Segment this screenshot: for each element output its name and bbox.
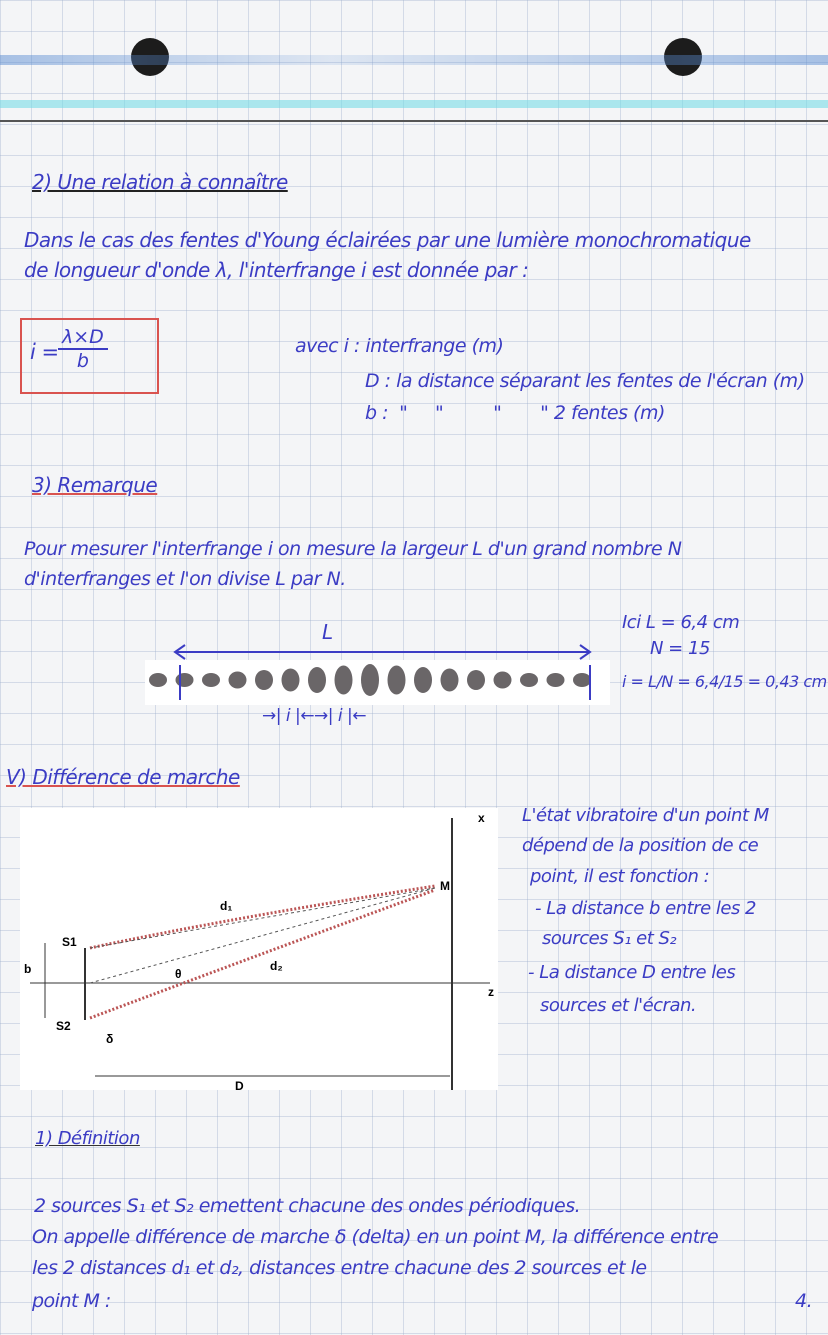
definition-line: b : " " " " 2 fentes (m) — [365, 402, 665, 424]
arrow-label-L: L — [322, 620, 333, 644]
bright-fringe — [467, 670, 485, 690]
delta-label: δ — [106, 1032, 114, 1046]
d2-label: d₂ — [270, 959, 283, 973]
paragraph-line: les 2 distances d₁ et d₂, distances entre chacune des 2 sources et le — [32, 1257, 647, 1279]
D-label: D — [235, 1079, 244, 1090]
side-text-line: dépend de la position de ce — [522, 835, 759, 856]
bright-fringe — [441, 669, 459, 692]
paragraph-line: de longueur d'onde λ, l'interfrange i est donnée par : — [24, 258, 529, 282]
calc-line: i = L/N = 6,4/15 = 0,43 cm — [622, 672, 827, 691]
formula-denominator: b — [76, 350, 89, 372]
paragraph-line: 2 sources S₁ et S₂ emettent chacune des ondes périodiques. — [34, 1195, 581, 1217]
bright-fringe — [229, 672, 247, 689]
bright-fringe — [520, 673, 538, 687]
definition-line: D : la distance séparant les fentes de l'écran (m) — [365, 370, 805, 392]
paragraph-line: Pour mesurer l'interfrange i on mesure la largeur L d'un grand nombre N — [24, 538, 682, 560]
interfrange-marker: →| i |←→| i |← — [262, 706, 366, 726]
section-heading-remarque: 3) Remarque — [32, 473, 158, 497]
side-text-line: sources et l'écran. — [540, 995, 697, 1016]
bright-fringe — [547, 673, 565, 687]
bright-fringe — [388, 666, 406, 695]
axis-x-label: x — [478, 811, 485, 825]
side-text-line: - La distance b entre les 2 — [535, 898, 757, 919]
side-text-line: point, il est fonction : — [530, 866, 710, 887]
bright-fringe — [414, 667, 432, 693]
bright-fringe — [573, 673, 591, 687]
bright-fringe — [255, 670, 273, 690]
section-heading-difference: V) Différence de marche — [6, 765, 240, 789]
theta-label: θ — [175, 967, 182, 981]
bright-fringe — [494, 672, 512, 689]
bright-fringe — [361, 664, 379, 696]
definition-line: avec i : interfrange (m) — [295, 335, 504, 357]
fringe-pattern — [140, 640, 620, 710]
top-stripe-cyan — [0, 100, 828, 108]
bright-fringe — [176, 673, 194, 687]
bright-fringe — [308, 667, 326, 693]
side-text-line: sources S₁ et S₂ — [542, 928, 677, 949]
formula-lhs: i = — [30, 340, 59, 364]
b-label: b — [24, 962, 32, 976]
calc-line: N = 15 — [650, 638, 710, 659]
d1-label: d₁ — [220, 899, 233, 913]
bright-fringe — [282, 669, 300, 692]
formula-numerator: λ×D — [58, 326, 108, 350]
page-number: 4. — [795, 1290, 813, 1312]
point-M-label: M — [440, 879, 450, 893]
source-S2-label: S2 — [56, 1019, 71, 1033]
bright-fringe — [335, 666, 353, 695]
bright-fringe — [202, 673, 220, 687]
calc-line: Ici L = 6,4 cm — [622, 612, 740, 633]
section-heading-relation: 2) Une relation à connaître — [32, 170, 288, 194]
bright-fringe — [149, 673, 167, 687]
young-slits-diagram — [20, 808, 498, 1090]
formula-fraction — [58, 326, 108, 372]
paragraph-line: On appelle différence de marche δ (delta) en un point M, la différence entre — [32, 1226, 719, 1248]
paragraph-line: Dans le cas des fentes d'Young éclairées par une lumière monochromatique — [24, 228, 751, 252]
top-stripe-blue — [0, 55, 828, 65]
section-heading-definition: 1) Définition — [35, 1128, 140, 1149]
side-text-line: - La distance D entre les — [528, 962, 736, 983]
side-text-line: L'état vibratoire d'un point M — [522, 805, 769, 826]
top-rule — [0, 120, 828, 122]
paragraph-line: point M : — [32, 1290, 111, 1312]
source-S1-label: S1 — [62, 935, 77, 949]
paragraph-line: d'interfranges et l'on divise L par N. — [24, 568, 346, 590]
axis-z-label: z — [488, 985, 494, 999]
